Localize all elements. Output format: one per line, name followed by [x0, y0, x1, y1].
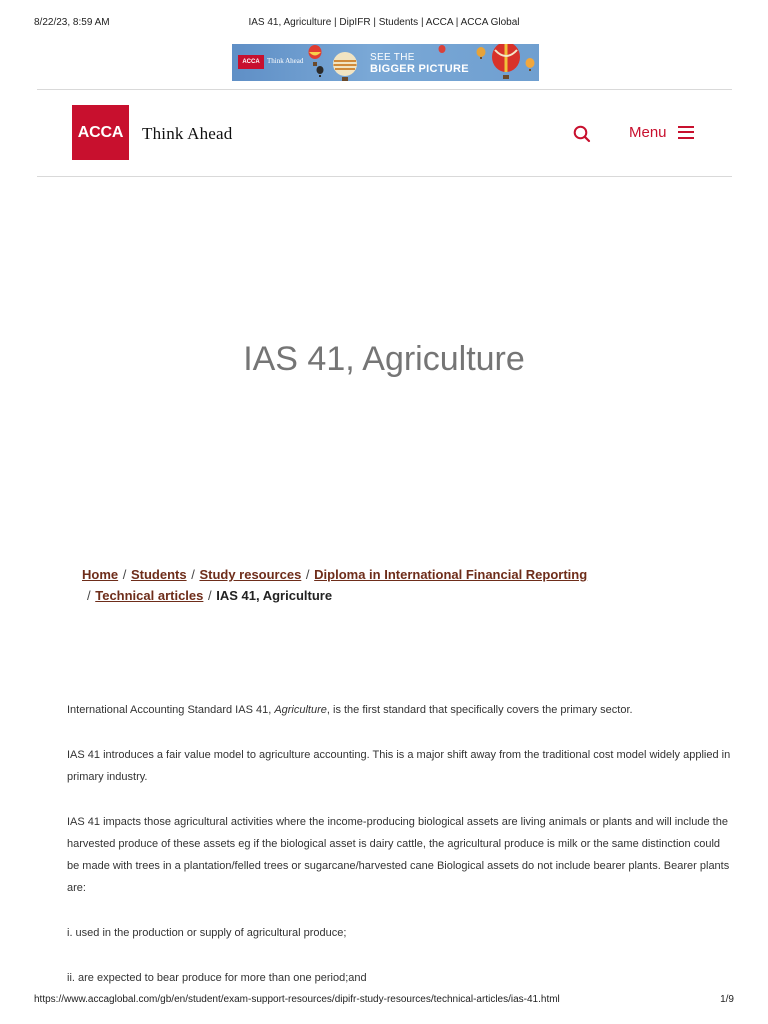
banner-line1: SEE THE — [370, 52, 415, 63]
search-button[interactable] — [572, 124, 592, 144]
article-body — [67, 699, 732, 1012]
header-top-divider — [37, 89, 732, 90]
article-list-item: ii. are expected to bear produce for more than one period;and — [67, 972, 367, 984]
print-footer — [0, 994, 768, 1008]
article-paragraph: IAS 41 introduces a fair value model to agriculture accounting. This is a major shift away from the traditional cost model widely applied in primary industry. — [67, 749, 731, 783]
balloon-icon — [491, 44, 521, 80]
print-datetime: 8/22/23, 8:59 AM — [34, 17, 110, 28]
print-url: https://www.accaglobal.com/gb/en/student/exam-support-resources/dipifr-study-resources/technical-articles/ias-41.html — [34, 994, 560, 1005]
breadcrumb-diploma-ifr[interactable]: Diploma in International Financial Reporting — [314, 567, 588, 582]
header-bottom-divider — [37, 176, 732, 177]
breadcrumb-technical-articles[interactable]: Technical articles — [95, 588, 204, 603]
standard-name: Agriculture — [274, 704, 327, 716]
breadcrumb-current: IAS 41, Agriculture — [216, 588, 333, 603]
hamburger-icon — [678, 126, 694, 139]
balloon-icon — [332, 52, 358, 81]
banner-line2: BIGGER PICTURE — [370, 63, 469, 75]
article-paragraph: IAS 41 impacts those agricultural activities where the income-producing biological assets are living animals or plants and will include the harvested produce of these assets eg if the biological asset is dairy cattle, the agricultural produce is milk or the same distinction could be made with trees in a plantation/felled trees or sugarcane/harvested cane Biological assets do not include bearer plants. Bearer plants are: — [67, 816, 730, 894]
print-document-title: IAS 41, Agriculture | DipIFR | Students | ACCA | ACCA Global — [248, 17, 520, 28]
balloon-icon — [316, 66, 324, 78]
breadcrumb-home[interactable]: Home — [82, 567, 119, 582]
breadcrumb: Home / Students / Study resources / Diploma in International Financial Reporting / Technical articles / IAS 41, Agriculture — [82, 567, 588, 603]
balloon-icon — [476, 47, 486, 59]
acca-logo[interactable]: ACCA — [72, 105, 129, 160]
search-icon — [572, 124, 592, 144]
balloon-icon — [525, 58, 535, 72]
banner-tagline: Think Ahead — [267, 57, 304, 65]
balloon-icon — [438, 45, 446, 55]
menu-button[interactable] — [629, 122, 694, 142]
ad-banner[interactable] — [232, 44, 539, 81]
breadcrumb-study-resources[interactable]: Study resources — [199, 567, 302, 582]
balloon-icon — [308, 45, 322, 67]
print-header — [0, 17, 768, 31]
brand-tagline: Think Ahead — [142, 124, 233, 143]
breadcrumb-students[interactable]: Students — [130, 567, 187, 582]
print-page-number: 1/9 — [720, 994, 734, 1005]
article-list-item: i. used in the production or supply of agricultural produce; — [67, 927, 347, 939]
article-paragraph: International Accounting Standard IAS 41, Agriculture, is the first standard that specifically covers the primary sector. — [67, 704, 633, 716]
banner-acca-logo: ACCA — [238, 55, 264, 69]
page-title: IAS 41, Agriculture — [243, 340, 525, 378]
menu-label: Menu — [629, 123, 667, 141]
